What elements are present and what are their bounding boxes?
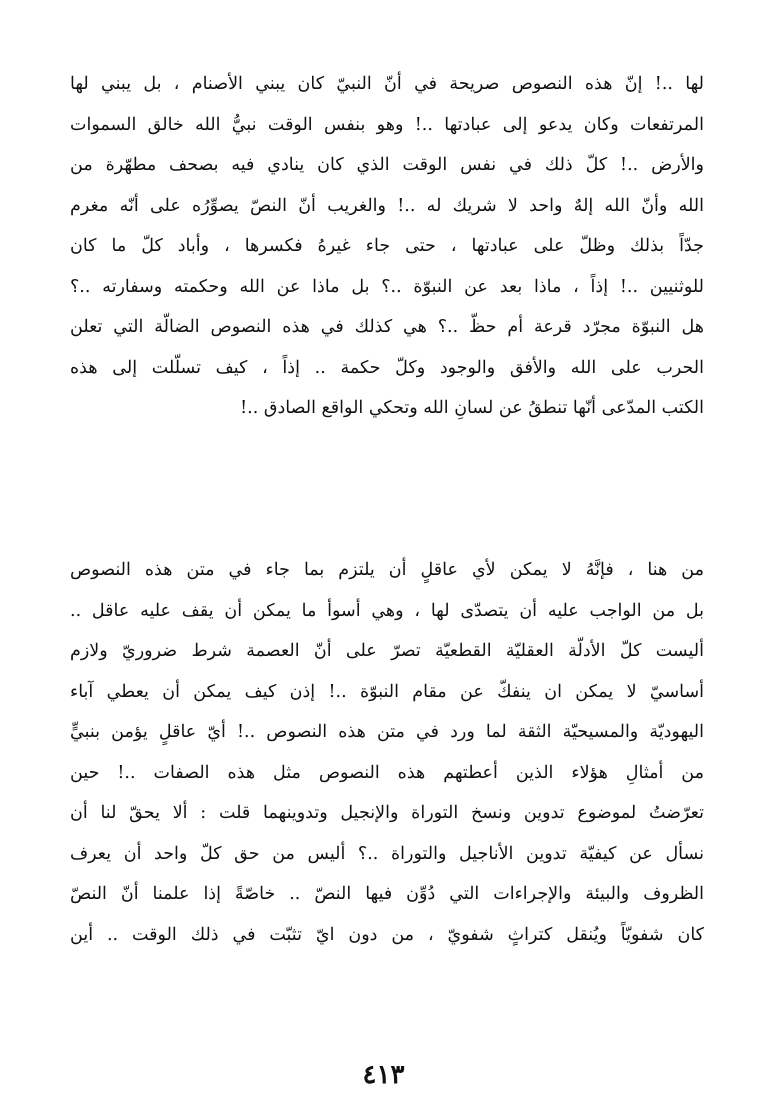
text-line: بل من الواجب عليه أن يتصدّى لها ، وهي أسوأ ما يمكن أن يقف عليه عاقل .. bbox=[70, 600, 704, 621]
text-line: تعرّضتُ لموضوع تدوين ونسخ التوراة والإنجيل وتدوينهما قلت : ألا يحقّ لنا أن bbox=[70, 803, 704, 823]
page-number: ٤١٣ bbox=[362, 1060, 405, 1090]
paragraph-2 bbox=[70, 550, 704, 955]
text-line: نسأل عن كيفيّة تدوين الأناجيل والتوراة ..؟ أليس من حق كلّ واحد أن يعرف bbox=[70, 843, 704, 864]
text-line: من أمثالِ هؤلاء الذين أعطتهم هذه النصوص مثل هذه الصفات ..! حين bbox=[70, 762, 704, 783]
text-line: المرتفعات وكان يدعو إلى عبادتها ..! وهو بنفس الوقت نبيُّ الله خالق السموات bbox=[70, 114, 704, 135]
text-line: الظروف والبيئة والإجراءات التي دُوِّن فيها النصّ .. خاصّةً إذا علمنا أنّ النصّ bbox=[70, 884, 704, 904]
text-line: من هنا ، فإنَّهُ لا يمكن لأي عاقلٍ أن يلتزم بما جاء في متن هذه النصوص bbox=[70, 560, 704, 580]
text-line: لها ..! إنّ هذه النصوص صريحة في أنّ النبيّ كان يبني الأصنام ، بل يبني لها bbox=[70, 74, 704, 94]
text-line: كان شفويّاً ويُنقل كتراثٍ شفويّ ، من دون ايّ تثبّت في ذلك الوقت .. أين bbox=[70, 924, 704, 945]
paragraph-1 bbox=[70, 64, 704, 429]
text-line: والأرض ..! كلّ ذلك في نفس الوقت الذي كان ينادي فيه بصحف مطهّرة من bbox=[70, 155, 704, 175]
text-line: هل النبوّة مجرّد قرعة أم حظّ ..؟ هي كذلك في هذه النصوص الضالّة التي تعلن bbox=[70, 317, 704, 337]
text-line: أساسيّ لا يمكن ان ينفكّ عن مقام النبوّة ..! إذن كيف يمكن أن يعطي آباء bbox=[70, 681, 704, 702]
text-line: جدّاً بذلك وظلّ على عبادتها ، حتى جاء غيرهُ فكسرها ، وأباد كلّ ما كان bbox=[70, 236, 704, 256]
text-line: الحرب على الله والأفق والوجود وكلّ حكمة .. إذاً ، كيف تسلّلت إلى هذه bbox=[70, 357, 704, 378]
text-line: الله وأنّ الله إلهٌ واحد لا شريك له ..! والغريب أنّ النصّ يصوِّرُه على أنّه مغرم bbox=[70, 195, 704, 216]
text-line: الكتب المدّعى أنّها تنطقُ عن لسانِ الله وتحكي الواقع الصادق ..! bbox=[240, 398, 704, 418]
text-line: للوثنيين ..! إذاً ، ماذا بعد عن النبوّة ..؟ بل ماذا عن الله وحكمته وسفارته ..؟ bbox=[70, 276, 704, 297]
text-line: اليهوديّة والمسيحيّة الثقة لما ورد في متن هذه النصوص ..! أيّ عاقلٍ يؤمن بنبيٍّ bbox=[70, 722, 704, 742]
text-line: أليست كلّ الأدلّة العقليّة القطعيّة تصرّ على أنّ العصمة شرط ضروريّ ولازم bbox=[70, 641, 704, 661]
